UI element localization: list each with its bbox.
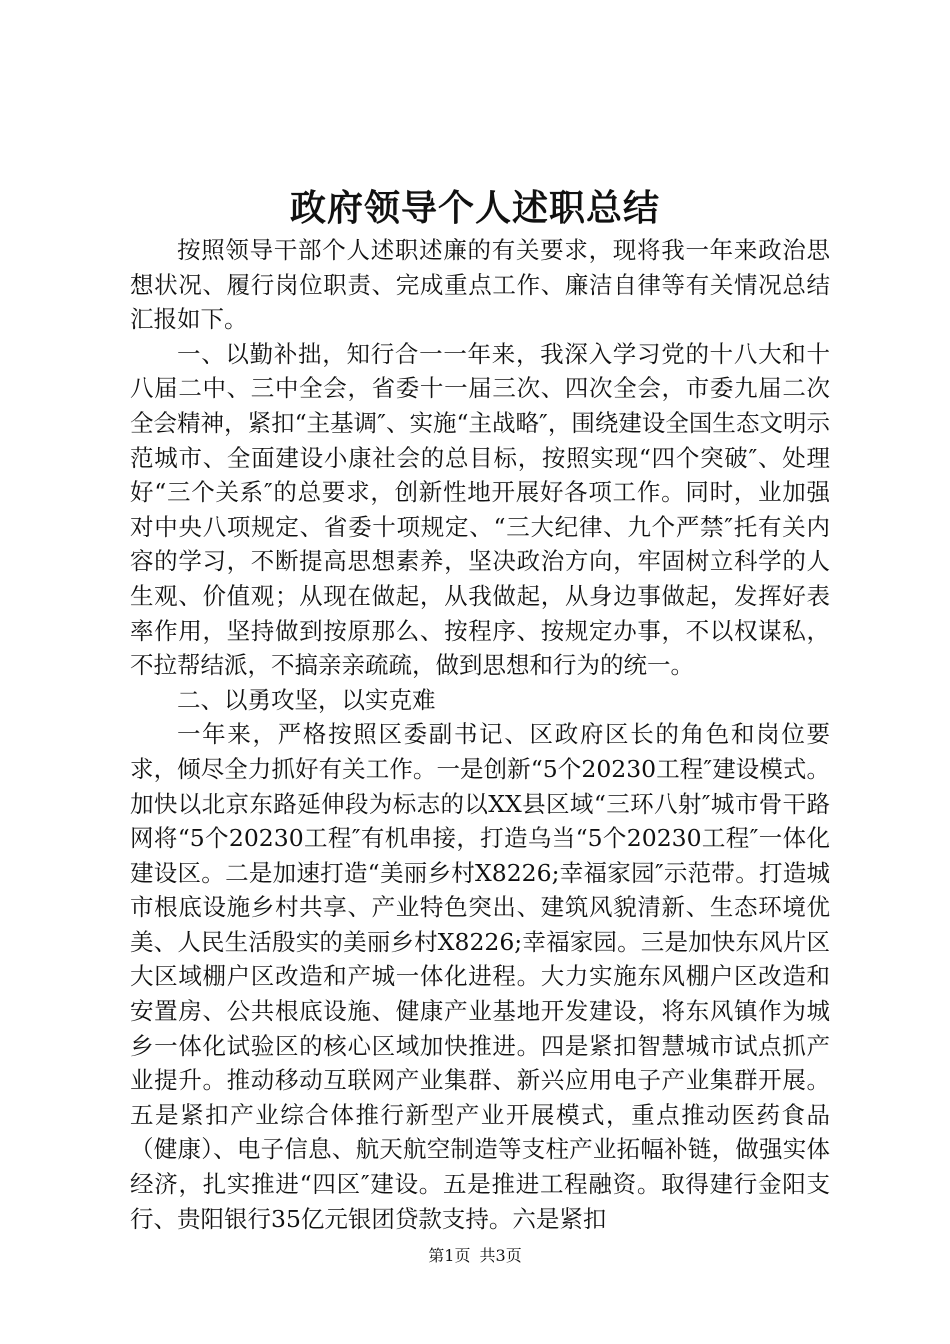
page-footer	[0, 1244, 950, 1268]
page-total: 共3页	[479, 1246, 522, 1265]
page-number: 第1页	[428, 1246, 471, 1265]
document-title: 政府领导个人述职总结	[289, 187, 660, 229]
document-body	[130, 233, 830, 1236]
paragraph-intro: 按照领导干部个人述职述廉的有关要求，现将我一年来政治思想状况、履行岗位职责、完成重点工作、廉洁自律等有关情况总结汇报如下。	[130, 236, 830, 334]
paragraph-section-one: 一、以勤补拙，知行合一一年来，我深入学习党的十八大和十八届二中、三中全会，省委十一届三次、四次全会，市委九届二次全会精神，紧扣“主基调″、实施“主战略″，围绕建设全国生态文明示范城市、全面建设小康社会的总目标，按照实现“四个突破″、处理好“三个关系″的总要求，创新性地开展好各项工作。同时，业加强对中央八项规定、省委十项规定、“三大纪律、九个严禁″托有关内容的学习，不断提高思想素养，坚决政治方向，牢固树立科学的人生观、价值观；从现在做起，从我做起，从身边事做起，发挥好表率作用，坚持做到按原那么、按程序、按规定办事，不以权谋私，不拉帮结派，不搞亲亲疏疏，做到思想和行为的统一。	[130, 339, 830, 680]
paragraph-section-two: 一年来，严格按照区委副书记、区政府区长的角色和岗位要求，倾尽全力抓好有关工作。一是创新“5个20230工程″建设模式。加快以北京东路延伸段为标志的以XX县区域“三环八射″城市骨干路网将“5个20230工程″有机串接，打造乌当“5个20230工程″一体化建设区。二是加速打造“美丽乡村X8226;幸福家园″示范带。打造城市根底设施乡村共享、产业特色突出、建筑风貌清新、生态环境优美、人民生活殷实的美丽乡村X8226;幸福家园。三是加快东风片区大区域棚户区改造和产城一体化进程。大力实施东风棚户区改造和安置房、公共根底设施、健康产业基地开发建设，将东风镇作为城乡一体化试验区的核心区域加快推进。四是紧扣智慧城市试点抓产业提升。推动移动互联网产业集群、新兴应用电子产业集群开展。五是紧扣产业综合体推行新型产业开展模式，重点推动医药食品（健康）、电子信息、航天航空制造等支柱产业拓幅补链，做强实体经济，扎实推进“四区″建设。五是推进工程融资。取得建行金阳支行、贵阳银行35亿元银团贷款支持。六是紧扣	[130, 720, 830, 1233]
section-two-heading: 二、以勇攻坚，以实克难	[177, 685, 436, 714]
